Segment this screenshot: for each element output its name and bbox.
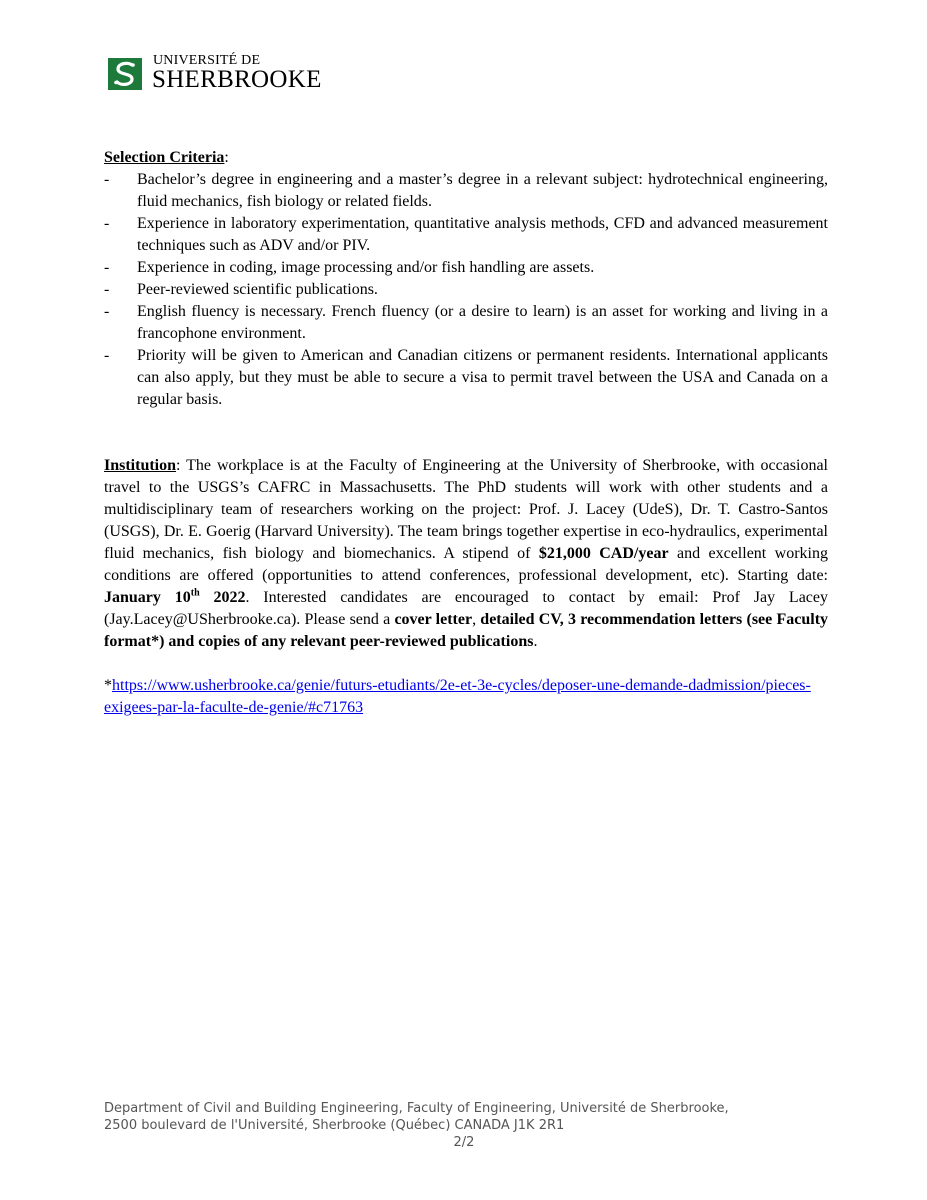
- list-item: - English fluency is necessary. French fluency (or a desire to learn) is an asset for working and living in a francophone environment.: [104, 303, 828, 342]
- logo-line-1: UNIVERSITÉ DE: [153, 53, 261, 68]
- list-item: - Experience in coding, image processing and/or fish handling are assets.: [104, 259, 595, 276]
- page-footer: [104, 1100, 804, 1151]
- selection-criteria-heading: Selection Criteria: [104, 149, 225, 166]
- footer-line-2: 2500 boulevard de l'Université, Sherbrooke (Québec) CANADA J1K 2R1: [104, 1118, 565, 1133]
- selection-criteria-heading-line: Selection Criteria:: [104, 149, 229, 166]
- criteria-list: [104, 169, 828, 411]
- start-date: January 10th 2022: [104, 587, 246, 606]
- footer-line-1: Department of Civil and Building Engineering, Faculty of Engineering, Université de Sherbrooke,: [104, 1101, 729, 1116]
- university-s-icon: [108, 58, 142, 90]
- list-item: - Priority will be given to American and Canadian citizens or permanent residents. International applicants can also apply, but they must be able to secure a visa to permit travel between the USA and Canada on a regular basis.: [104, 347, 828, 408]
- page-number: 2/2: [453, 1135, 475, 1150]
- list-item: - Peer-reviewed scientific publications.: [104, 281, 378, 298]
- footnote: *https://www.usherbrooke.ca/genie/futurs-etudiants/2e-et-3e-cycles/deposer-une-demande-dadmission/pieces-exigees-par-la-faculte-de-genie/#c71763: [104, 677, 811, 716]
- institution-heading: Institution: [104, 457, 177, 474]
- logo-line-2: SHERBROOKE: [152, 66, 322, 93]
- list-item: - Bachelor’s degree in engineering and a master’s degree in a relevant subject: hydrotechnical engineering, fluid mechanics, fish biology or related fields.: [104, 171, 828, 210]
- faculty-format-link[interactable]: https://www.usherbrooke.ca/genie/futurs-etudiants/2e-et-3e-cycles/deposer-une-demande-dadmission/pieces-exigees-par-la-faculte-de-genie/#c71763: [104, 677, 811, 716]
- document-body: [104, 147, 828, 719]
- list-item: - Experience in laboratory experimentation, quantitative analysis methods, CFD and advanced measurement techniques such as ADV and/or PIV.: [104, 215, 828, 254]
- stipend-amount: $21,000 CAD/year: [538, 545, 669, 562]
- institution-paragraph: Institution: The workplace is at the Faculty of Engineering at the University of Sherbrooke, with occasional travel to the USGS’s CAFRC in Massachusetts. The PhD students will work with other students and a multidisciplinary team of researchers working on the project: Prof. J. Lacey (UdeS), Dr. T. Castro-Santos (USGS), Dr. E. Goerig (Harvard University). The team brings together expertise in eco-hydraulics, experimental fluid mechanics, fish biology and biomechanics. A stipend of $21,000 CAD/year and excellent working conditions are offered (opportunities to attend conferences, professional development, etc). Starting date: January 10th 2022. Interested candidates are encouraged to contact by email: Prof Jay Lacey (Jay.Lacey@USherbrooke.ca). Please send a cover letter, detailed CV, 3 recommendation letters (see Faculty format*) and copies of any relevant peer-reviewed publications.: [104, 457, 829, 650]
